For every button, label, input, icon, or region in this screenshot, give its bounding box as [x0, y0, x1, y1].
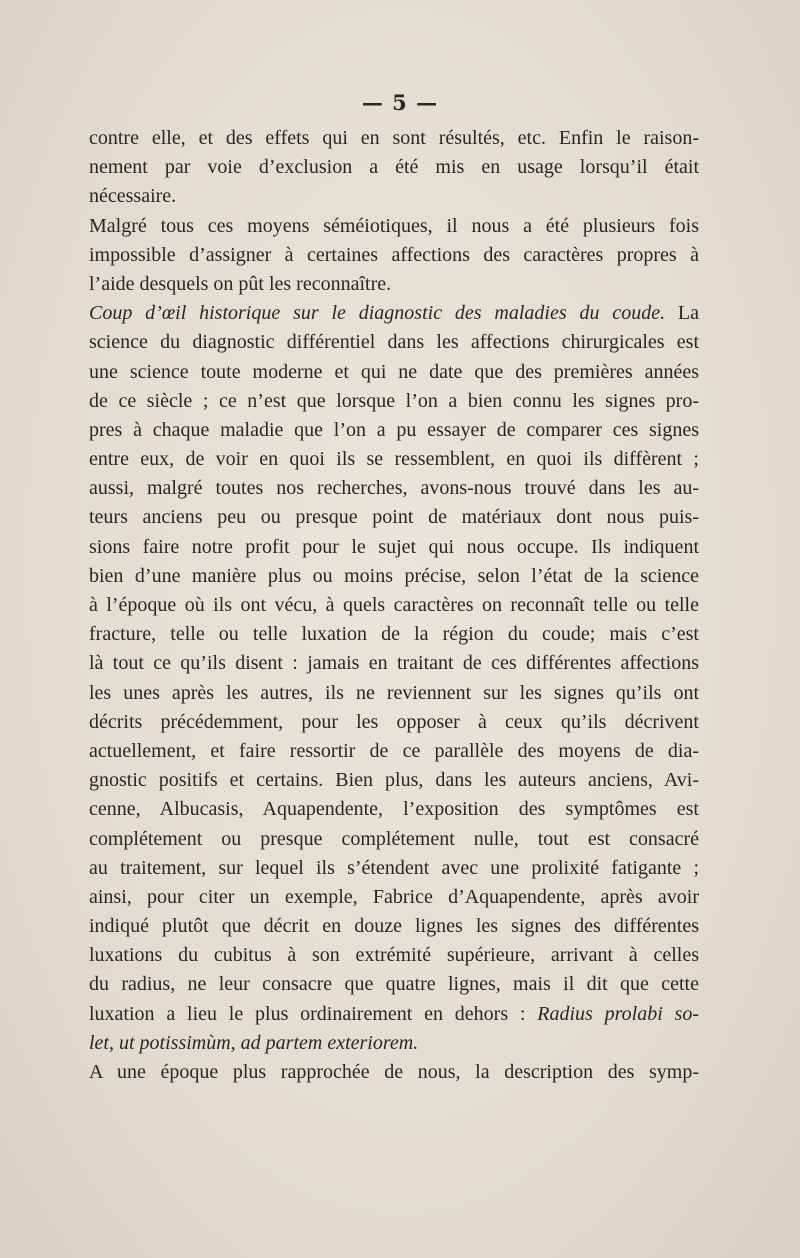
text-line: [89, 358, 699, 387]
line-text: gnostic positifs et certains. Bien plus, dans les auteurs anciens, Avi-: [89, 769, 699, 792]
line-text: science du diagnostic différentiel dans les affections chirurgicales est: [89, 331, 699, 354]
italic-text: Radius prolabi so-: [537, 1002, 699, 1025]
line-text: nement par voie d’exclusion a été mis en usage lorsqu’il était: [89, 156, 699, 179]
text-line: [89, 299, 699, 328]
line-text: teurs anciens peu ou presque point de matériaux dont nous puis-: [89, 506, 699, 529]
text-line: [89, 854, 699, 883]
line-text: bien d’une manière plus ou moins précise, selon l’état de la science: [89, 564, 699, 587]
text-line: [89, 620, 699, 649]
text-line: [89, 387, 699, 416]
italic-text: let, ut potissimùm, ad partem exteriorem.: [89, 1031, 419, 1054]
text-line: [89, 1000, 699, 1029]
text-line: [89, 1029, 699, 1058]
text-line: [89, 941, 699, 970]
line-text: de ce siècle ; ce n’est que lorsque l’on a bien connu les signes pro-: [89, 389, 699, 412]
line-text: luxations du cubitus à son extrémité supérieure, arrivant à celles: [89, 944, 699, 967]
text-line: [89, 212, 699, 241]
text-line: [89, 883, 699, 912]
text-line: [89, 416, 699, 445]
text-line: [89, 445, 699, 474]
line-text: Malgré tous ces moyens séméiotiques, il nous a été plusieurs fois: [89, 214, 699, 237]
text-line: [89, 124, 699, 153]
italic-text: Coup d’œil historique sur le diagnostic des maladies du coude.: [89, 302, 666, 325]
text-line: [89, 474, 699, 503]
line-text: luxation a lieu le plus ordinairement en dehors :: [89, 1002, 538, 1025]
text-line: [89, 270, 699, 299]
text-line: [89, 1058, 699, 1087]
line-text: aussi, malgré toutes nos recherches, avons-nous trouvé dans les au-: [89, 477, 699, 500]
line-text: les unes après les autres, ils ne reviennent sur les signes qu’ils ont: [89, 681, 699, 704]
text-line: [89, 795, 699, 824]
text-line: [89, 679, 699, 708]
text-line: [89, 970, 699, 999]
text-line: [89, 912, 699, 941]
text-line: [89, 562, 699, 591]
line-text: cenne, Albucasis, Aquapendente, l’exposition des symptômes est: [89, 798, 699, 821]
line-text: décrits précédemment, pour les opposer à ceux qu’ils décrivent: [89, 710, 699, 733]
line-text: fracture, telle ou telle luxation de la région du coude; mais c’est: [89, 623, 699, 646]
text-line: [89, 533, 699, 562]
line-text: au traitement, sur lequel ils s’étendent avec une prolixité fatigante ;: [89, 856, 699, 879]
text-line: [89, 708, 699, 737]
line-text: à l’époque où ils ont vécu, à quels caractères on reconnaît telle ou telle: [89, 594, 699, 616]
text-line: [89, 503, 699, 532]
body-text: [89, 124, 699, 1087]
line-text: du radius, ne leur consacre que quatre lignes, mais il dit que cette: [89, 973, 699, 996]
line-text: là tout ce qu’ils disent : jamais en traitant de ces différentes affections: [89, 652, 699, 675]
line-text: A une époque plus rapprochée de nous, la description des symp-: [89, 1061, 699, 1083]
line-text: impossible d’assigner à certaines affections des caractères propres à: [89, 243, 699, 266]
text-line: [89, 153, 699, 182]
line-text: une science toute moderne et qui ne date que des premières années: [89, 360, 699, 383]
text-line: [89, 328, 699, 357]
line-text: nécessaire.: [89, 185, 177, 208]
line-text: actuellement, et faire ressortir de ce parallèle des moyens de dia-: [89, 739, 699, 762]
page-number: — 5 —: [361, 90, 439, 115]
line-text: La: [665, 302, 699, 325]
text-line: [89, 737, 699, 766]
line-text: entre eux, de voir en quoi ils se ressemblent, en quoi ils diffèrent ;: [89, 448, 699, 471]
line-text: complétement ou presque complétement nulle, tout est consacré: [89, 827, 699, 850]
text-line: [89, 649, 699, 678]
line-text: l’aide desquels on pût les reconnaître.: [89, 272, 392, 295]
text-line: [89, 182, 699, 211]
text-line: [89, 241, 699, 270]
text-line: [89, 825, 699, 854]
text-line: [89, 591, 699, 620]
line-text: indiqué plutôt que décrit en douze lignes les signes des différentes: [89, 915, 699, 938]
line-text: contre elle, et des effets qui en sont résultés, etc. Enfin le raison-: [89, 127, 699, 149]
line-text: pres à chaque maladie que l’on a pu essayer de comparer ces signes: [89, 418, 699, 441]
line-text: sions faire notre profit pour le sujet qui nous occupe. Ils indiquent: [89, 535, 699, 558]
text-line: [89, 766, 699, 795]
line-text: ainsi, pour citer un exemple, Fabrice d’Aquapendente, après avoir: [89, 885, 699, 908]
